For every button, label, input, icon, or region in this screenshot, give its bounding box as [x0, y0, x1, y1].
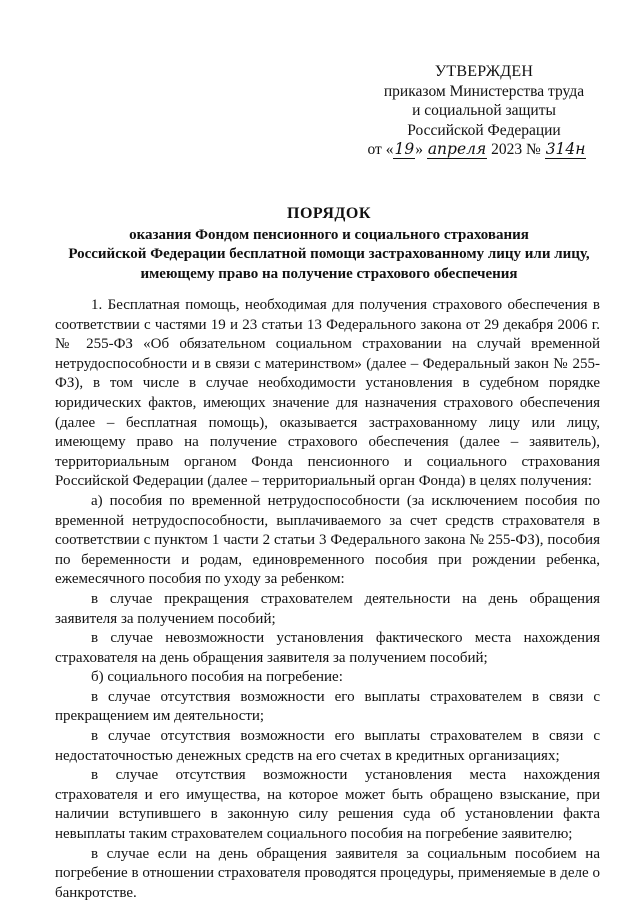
approval-line-2: и социальной защиты — [412, 102, 556, 119]
heading-line-1: оказания Фондом пенсионного и социального страхования — [129, 226, 529, 243]
date-mid: » — [415, 141, 423, 158]
heading-title: ПОРЯДОК — [287, 205, 371, 222]
date-day-handwritten: 19 — [394, 140, 415, 158]
paragraph-1: 1. Бесплатная помощь, необходимая для получения страхового обеспечения в соответствии с частями 19 и 23 статьи 13 Федерального закона от 29 декабря 2006 г. № 255-ФЗ «Об обязательном социальном страховании на случай временной нетрудоспособности и в связи с материнством» (далее – Федеральный закон № 255-ФЗ), в том числе в случае необходимости установления в судебном порядке юридических фактов, имеющих значение для назначения страхового обеспечения (далее – бесплатная помощь), оказывается застрахованному лицу или лицу, имеющему право на получение страхового обеспечения (далее – заявитель), территориальным органом Фонда пенсионного и социального страхования Российской Федерации (далее – территориальный орган Фонда) в целях получения: — [55, 297, 600, 490]
paragraph-5: б) социального пособия на погребение: — [91, 669, 343, 686]
paragraph-8: в случае отсутствия возможности установления места нахождения страхователя и его имущества, на которое может быть обращено взыскание, при наличии вступившего в законную силу решения суда об установлении факта невыплаты таким страхователем социального пособия на погребение заявителю; — [55, 767, 600, 843]
date-year: 2023 — [491, 141, 523, 158]
paragraph-6: в случае отсутствия возможности его выплаты страхователем в связи с прекращением им деятельности; — [55, 688, 600, 725]
date-prefix: от « — [367, 141, 394, 158]
approval-line-1: приказом Министерства труда — [383, 82, 585, 100]
paragraph-9: в случае если на день обращения заявителя за социальным пособием на погребение в отношении страхователя проводятся процедуры, применяемые в деле о банкротстве. — [55, 845, 600, 901]
paragraph-7: в случае отсутствия возможности его выплаты страхователем в связи с недостаточностью денежных средств на его счетах в кредитных организациях; — [55, 728, 600, 764]
approval-title: УТВЕРЖДЕН — [434, 63, 534, 80]
document-heading — [40, 204, 618, 284]
approval-stamp — [368, 62, 600, 160]
paragraph-4: в случае невозможности установления фактического места нахождения страхователя на день обращения заявителя за получением пособий; — [55, 630, 600, 666]
approval-date-line — [354, 140, 600, 160]
approval-line-3: Российской Федерации — [407, 121, 561, 139]
paragraph-2: а) пособия по временной нетрудоспособности (за исключением пособия по временной нетрудоспособности, выплачиваемого за счет средств страхователя в соответствии с пунктом 1 части 2 статьи 3 Федерального закона № 255-ФЗ), пособия по беременности и родам, единовременного пособия при рождении ребенка, ежемесячного пособия по уходу за ребенком: — [55, 492, 600, 588]
heading-line-3: имеющему право на получение страхового обеспечения — [140, 265, 518, 282]
number-prefix: № — [526, 141, 541, 158]
order-number-handwritten: 314н — [545, 140, 586, 158]
date-month-handwritten: апреля — [427, 140, 487, 158]
paragraph-3: в случае прекращения страхователем деятельности на день обращения заявителя за получением пособий; — [55, 590, 600, 627]
document-body — [55, 296, 600, 903]
heading-line-2: Российской Федерации бесплатной помощи застрахованному лицу или лицу, — [68, 246, 590, 262]
